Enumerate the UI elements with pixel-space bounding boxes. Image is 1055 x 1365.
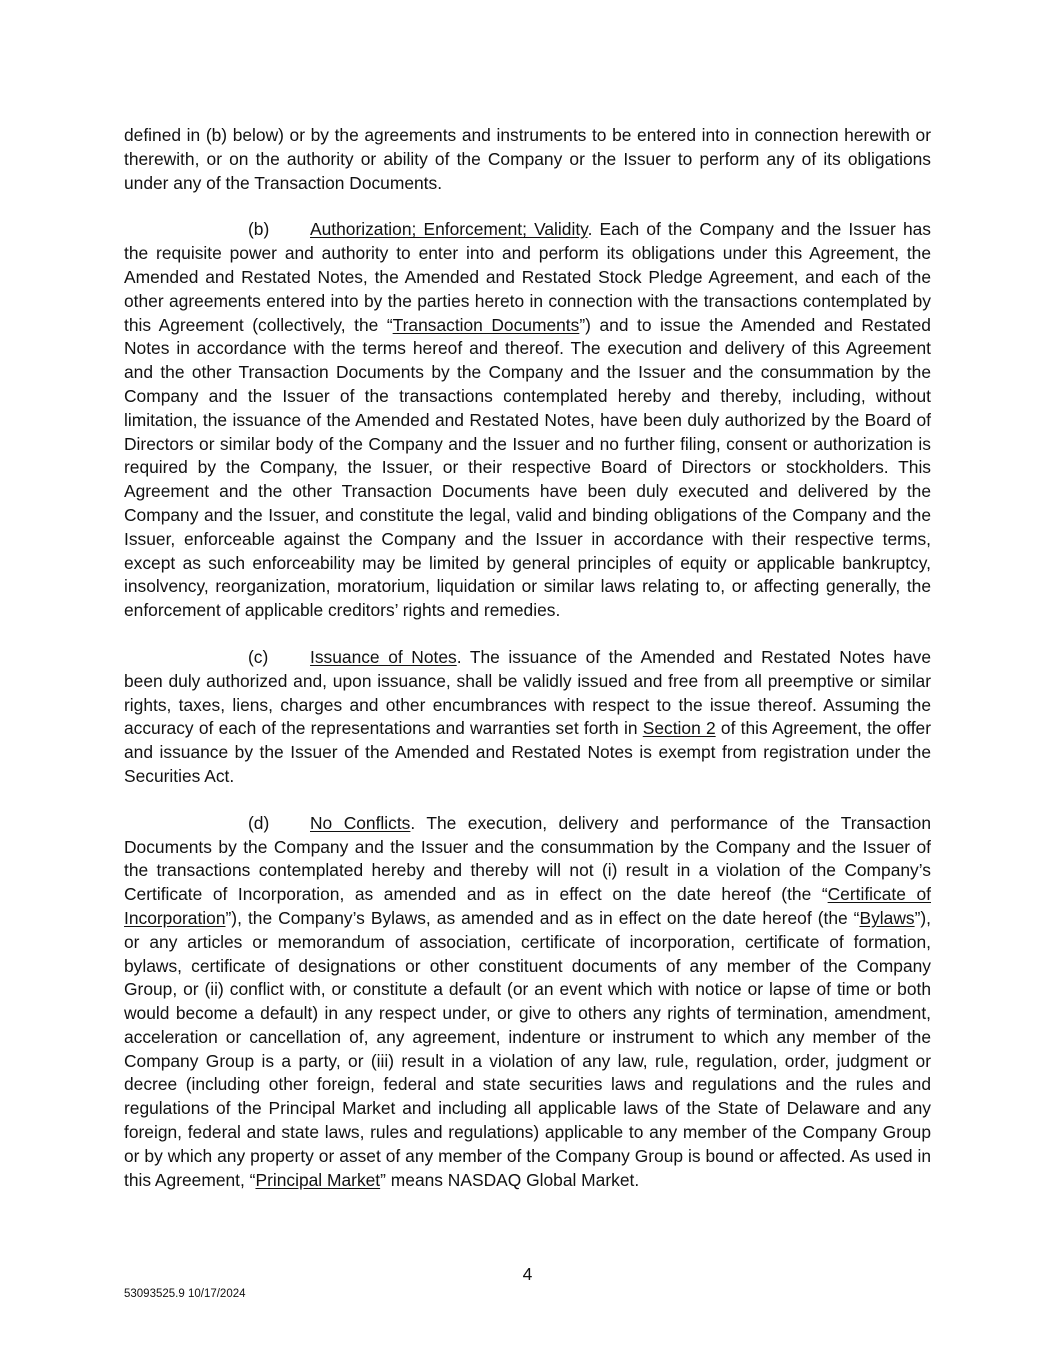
paragraph-d [124,812,931,1193]
paragraph-a-continuation [124,124,931,195]
defined-term-transaction-documents: Transaction Documents [392,314,580,335]
paragraph-b-label: (b) [248,219,270,240]
document-body [124,124,931,1215]
paragraph-b-text-1: . Each of the Company and the Issuer has the requisite power and authority to enter into and perform its obligations under this Agreement, the Amended and Restated Notes, the Amended and Restated Stock Pledge Agreement, and each of the other agreements entered into by the parties hereto in connection with the transactions contemplated by this Agreement (collectively, the “ [124,219,931,335]
paragraph-d-label: (d) [248,812,270,833]
document-id: 53093525.9 10/17/2024 [124,1288,246,1300]
paragraph-d-text-2: ”), the Company’s Bylaws, as amended and as in effect on the date hereof (the “ [225,907,860,928]
paragraph-b-text-2: ”) and to issue the Amended and Restated Notes in accordance with the terms hereof and thereof. The execution and delivery of this Agreement and the other Transaction Documents by the Company and the Issuer and the consummation by the Company and the Issuer of the transactions contemplated hereby and thereby, including, without limitation, the issuance of the Amended and Restated Notes, have been duly authorized by the Board of Directors or similar body of the Company and the Issuer and no further filing, consent or authorization is required by the Company, the Issuer, or their respective Board of Directors or stockholders. This Agreement and the other Transaction Documents have been duly executed and delivered by the Company and the Issuer, and constitute the legal, valid and binding obligations of the Company and the Issuer, enforceable against the Company and the Issuer in accordance with their respective terms, except as such enforceability may be limited by general principles of equity or applicable bankruptcy, insolvency, reorganization, moratorium, liquidation or similar laws relating to, or affecting generally, the enforcement of applicable creditors’ rights and remedies. [124,314,931,621]
page-number: 4 [522,1264,533,1284]
paragraph-b [124,218,931,623]
paragraph-c [124,646,931,789]
defined-term-bylaws: Bylaws [859,907,915,928]
paragraph-c-text-2: of this Agreement, the offer and issuance by the Issuer of the Amended and Restated Notes is exempt from registration under the Securities Act. [124,718,932,786]
defined-term-certificate-of-incorporation: Certificate of Incorporation [124,884,931,928]
paragraph-c-heading: Issuance of Notes [310,646,457,667]
paragraph-d-text-4: ” means NASDAQ Global Market. [380,1169,640,1190]
paragraph-d-heading: No Conflicts [310,812,411,833]
paragraph-d-text-3: ”), or any articles or memorandum of association, certificate of incorporation, certificate of formation, bylaws, certificate of designations or other constituent documents of any member of the Company Group, or (ii) conflict with, or constitute a default (or an event which with notice or lapse of time or both would become a default) in any respect under, or give to others any rights of termination, amendment, acceleration or cancellation of, any agreement, indenture or instrument to which any member of the Company Group is a party, or (iii) result in a violation of any law, rule, regulation, order, judgment or decree (including other foreign, federal and state securities laws and regulations and the rules and regulations of the Principal Market and including all applicable laws of the State of Delaware and any foreign, federal and state laws, rules and regulations) applicable to any member of the Company Group or by which any property or asset of any member of the Company Group is bound or affected. As used in this Agreement, “ [124,907,931,1190]
paragraph-c-label: (c) [248,646,269,667]
paragraph-c-text-1: . The issuance of the Amended and Restated Notes have been duly authorized and, upon issuance, shall be validly issued and free from all preemptive or similar rights, taxes, liens, charges and other encumbrances with respect to the issue thereof. Assuming the accuracy of each of the representations and warranties set forth in [124,646,932,739]
section-2-reference: Section 2 [642,718,716,739]
paragraph-a-text: defined in (b) below) or by the agreements and instruments to be entered into in connection herewith or therewith, or on the authority or ability of the Company or the Issuer to perform any of its obligations under any of the Transaction Documents. [124,125,931,193]
paragraph-d-text-1: . The execution, delivery and performance of the Transaction Documents by the Company and the Issuer and the consummation by the Company and the Issuer of the transactions contemplated hereby and thereby will not (i) result in a violation of the Company’s Certificate of Incorporation, as amended and as in effect on the date hereof (the “ [124,812,932,905]
defined-term-principal-market: Principal Market [255,1169,381,1190]
paragraph-b-heading: Authorization; Enforcement; Validity [310,219,588,240]
